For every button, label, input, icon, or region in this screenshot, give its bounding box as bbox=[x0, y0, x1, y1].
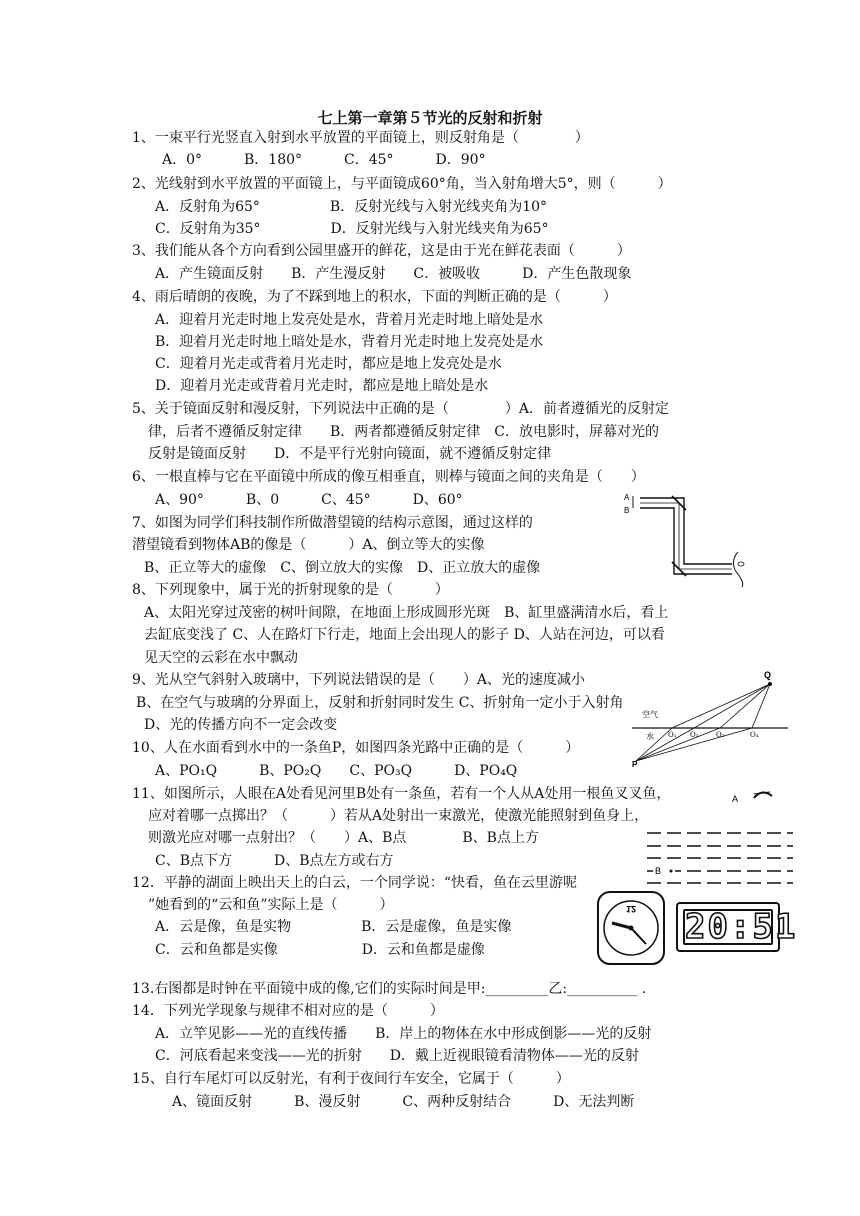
fish-point bbox=[670, 870, 673, 873]
eye-face-icon bbox=[734, 552, 743, 587]
question-12-line-2: ”她看到的“云和鱼”实际上是（ ） bbox=[148, 897, 394, 913]
question-11-line-4: C、B点下方 D、B点左方或右方 bbox=[155, 853, 394, 869]
question-15: 15、自行车尾灯可以反射光，有利于夜间行车安全，它属于（ ） bbox=[132, 1071, 570, 1087]
label-water: 水 bbox=[646, 732, 654, 741]
question-11: 11、如图所示，人眼在A处看见河里B处有一条鱼，若有一个人从A处用一根鱼叉叉鱼， bbox=[132, 786, 671, 802]
question-9: 9、光从空气斜射入玻璃中，下列说法错误的是（ ）A、光的速度减小 bbox=[132, 672, 586, 688]
question-13: 13.右图都是时钟在平面镜中成的像,它们的实际时间是甲:_________乙:__________ . bbox=[132, 981, 647, 997]
question-8: 8、下列现象中，属于光的折射现象的是（ ） bbox=[132, 582, 449, 598]
question-7: 7、如图为同学们科技制作所做潜望镜的结构示意图，通过这样的 bbox=[132, 515, 533, 531]
question-14-options-cd: C．河底看起来变浅——光的折射 D．戴上近视眼镜看清物体——光的反射 bbox=[155, 1048, 639, 1064]
question-5-line-2: 律，后者不遵循反射定律 B．两者都遵循反射定律 C．放电影时，屏幕对光的 bbox=[148, 424, 659, 440]
label-fish-b: B bbox=[655, 866, 662, 876]
question-12-options-cd: C．云和鱼都是实像 D．云和鱼都是虚像 bbox=[155, 942, 485, 958]
question-1: 1、一束平行光竖直入射到水平放置的平面镜上，则反射角是（ ） bbox=[132, 130, 589, 146]
question-9-line-3: D、光的传播方向不一定会改变 bbox=[144, 717, 338, 733]
analog-clock-figure bbox=[596, 888, 666, 968]
question-1-options: A．0° B．180° C．45° D．90° bbox=[162, 152, 486, 168]
question-3: 3、我们能从各个方向看到公园里盛开的鲜花，这是由于光在鲜花表面（ ） bbox=[132, 243, 631, 259]
eye-figure bbox=[730, 782, 810, 808]
question-7-options: B、正立等大的虚像 C、倒立放大的实像 D、正立放大的虚像 bbox=[144, 560, 541, 576]
question-2-options-cd: C．反射角为35° D．反射光线与入射光线夹角为65° bbox=[155, 221, 549, 237]
digital-clock-display: 20:51 bbox=[685, 907, 798, 947]
water-figure bbox=[645, 825, 795, 887]
question-12: 12．平静的湖面上映出天上的白云，一个同学说：“快看，鱼在云里游呢 bbox=[132, 875, 577, 891]
periscope-label-a: A bbox=[624, 493, 630, 502]
label-p: P bbox=[632, 760, 638, 769]
question-8-line-4: 见天空的云彩在水中飘动 bbox=[144, 650, 298, 666]
question-2-options-ab: A．反射角为65° B．反射光线与入射光线夹角为10° bbox=[155, 199, 548, 215]
digital-clock-figure bbox=[676, 902, 798, 952]
question-7-line-2: 潜望镜看到物体AB的像是（ ）A、倒立等大的实像 bbox=[132, 537, 485, 553]
light-paths bbox=[636, 684, 770, 761]
page-title: 七上第一章第５节光的反射和折射 bbox=[317, 109, 543, 127]
question-4-option-a: A．迎着月光走时地上发亮处是水，背着月光走时地上暗处是水 bbox=[155, 312, 544, 328]
question-5-line-3: 反射是镜面反射 D．不是平行光射向镜面，就不遵循反射定律 bbox=[148, 446, 552, 462]
clock-number: 12 bbox=[625, 904, 637, 914]
question-11-line-2: 应对着哪一点掷出？（ ）若从A处射出一束激光，使激光能照射到鱼身上， bbox=[148, 808, 649, 824]
periscope-label-b: B bbox=[624, 506, 630, 515]
question-12-options-ab: A．云是像，鱼是实物 B．云是虚像，鱼是实像 bbox=[155, 919, 512, 935]
question-3-options: A．产生镜面反射 B．产生漫反射 C．被吸收 D．产生色散现象 bbox=[155, 266, 632, 282]
question-4-option-b: B．迎着月光走时地上暗处是水，背着月光走时地上发亮处是水 bbox=[155, 334, 544, 350]
label-air: 空气 bbox=[642, 710, 658, 719]
question-14-options-ab: A．立竿见影——光的直线传播 B．岸上的物体在水中形成倒影——光的反射 bbox=[155, 1026, 652, 1042]
question-9-line-2: B、在空气与玻璃的分界面上，反射和折射同时发生 C、折射角一定小于入射角 bbox=[136, 695, 624, 711]
question-15-options: A、镜面反射 B、漫反射 C、两种反射结合 D、无法判断 bbox=[172, 1094, 635, 1110]
question-2: 2、光线射到水平放置的平面镜上，与平面镜成60°角，当入射角增大5°，则（ ） bbox=[132, 176, 672, 192]
question-10-options: A、PO₁Q B、PO₂Q C、PO₃Q D、PO₄Q bbox=[155, 763, 518, 779]
question-5: 5、关于镜面反射和漫反射，下列说法中正确的是（ ）A．前者遵循光的反射定 bbox=[132, 401, 670, 417]
question-4-option-d: D．迎着月光走或背着月光走时，都应是地上暗处是水 bbox=[155, 378, 489, 394]
question-11-line-3: 则激光应对哪一点射出？（ ）A、B点 B、B点上方 bbox=[148, 830, 539, 846]
label-eye-a: A bbox=[732, 794, 739, 804]
question-4-option-c: C．迎着月光走或背着月光走时，都应是地上发亮处是水 bbox=[155, 356, 502, 372]
label-o3: O₃ bbox=[716, 731, 725, 739]
question-6-options: A、90° B、0 C、45° D、60° bbox=[155, 492, 463, 508]
label-q: Q bbox=[764, 670, 772, 680]
label-o2: O₂ bbox=[690, 731, 699, 739]
question-4: 4、雨后晴朗的夜晚，为了不踩到地上的积水，下面的判断正确的是（ ） bbox=[132, 289, 617, 305]
question-8-line-3: 去缸底变浅了 C、人在路灯下行走，地面上会出现人的影子 D、人站在河边，可以看 bbox=[144, 627, 665, 643]
label-o1: O₁ bbox=[668, 731, 677, 739]
label-o4: O₄ bbox=[750, 731, 759, 739]
refraction-figure bbox=[630, 665, 790, 770]
question-8-line-2: A、太阳光穿过茂密的树叶间隙，在地面上形成圆形光斑 B、缸里盛满清水后，看上 bbox=[144, 605, 669, 621]
periscope-figure bbox=[620, 488, 770, 588]
question-6: 6、一根直棒与它在平面镜中所成的像互相垂直，则棒与镜面之间的夹角是（ ） bbox=[132, 469, 645, 485]
question-10: 10、人在水面看到水中的一条鱼P，如图四条光路中正确的是（ ） bbox=[132, 740, 580, 756]
question-14: 14．下列光学现象与规律不相对应的是（ ） bbox=[132, 1003, 444, 1019]
